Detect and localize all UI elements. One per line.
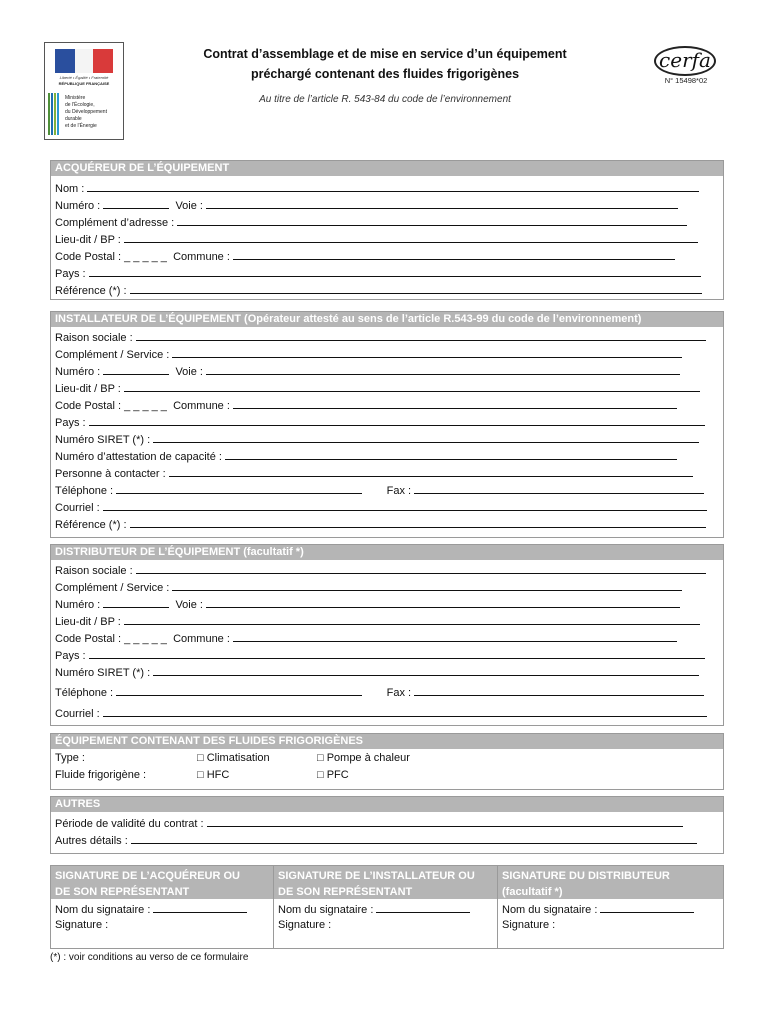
acq-pays-field[interactable]: Pays : — [55, 266, 701, 280]
republic-name: RÉPUBLIQUE FRANÇAISE — [58, 81, 110, 86]
inst-courriel-field[interactable]: Courriel : — [55, 500, 707, 514]
ministry-color-bars — [48, 93, 60, 135]
acq-complement-field[interactable]: Complément d’adresse : — [55, 215, 687, 229]
inst-numero-voie-field[interactable]: Numéro : Voie : — [55, 364, 680, 378]
section-acquereur — [50, 160, 724, 300]
acq-cp-commune-field[interactable]: Code Postal : _ _ _ _ _ Commune : — [55, 249, 675, 263]
ministry-logo — [44, 42, 124, 140]
signature-distributeur — [498, 865, 724, 949]
autres-periode-field[interactable]: Période de validité du contrat : — [55, 816, 683, 830]
checkbox-hfc[interactable]: □ HFC — [197, 769, 230, 781]
inst-raison-field[interactable]: Raison sociale : — [55, 330, 706, 344]
inst-cp-commune-field[interactable]: Code Postal : _ _ _ _ _ Commune : — [55, 398, 677, 412]
dist-siret-field[interactable]: Numéro SIRET (*) : — [55, 665, 699, 679]
sig-acq-nom-field[interactable]: Nom du signataire : — [55, 902, 247, 916]
dist-cp-commune-field[interactable]: Code Postal : _ _ _ _ _ Commune : — [55, 631, 677, 645]
signature-heading: SIGNATURE DE L’ACQUÉREUR OU DE SON REPRÉSENTANT — [51, 866, 273, 899]
autres-details-field[interactable]: Autres détails : — [55, 833, 697, 847]
section-heading: ÉQUIPEMENT CONTENANT DES FLUIDES FRIGORIGÈNES — [51, 734, 723, 749]
sig-dist-signature-field[interactable]: Signature : — [502, 919, 556, 931]
french-flag-emblem — [55, 49, 113, 73]
section-heading: DISTRIBUTEUR DE L’ÉQUIPEMENT (facultatif *) — [51, 545, 723, 560]
cerfa-number: N° 15498*02 — [664, 76, 708, 85]
inst-contact-field[interactable]: Personne à contacter : — [55, 466, 693, 480]
section-equipement — [50, 733, 724, 790]
dist-telephone-fax-field[interactable]: Téléphone : Fax : — [55, 685, 704, 699]
form-title: Contrat d’assemblage et de mise en service d’un équipement préchargé contenant des fluides frigorigènes — [203, 47, 567, 81]
dist-courriel-field[interactable]: Courriel : — [55, 706, 707, 720]
signature-heading: SIGNATURE DU DISTRIBUTEUR (facultatif *) — [498, 866, 723, 899]
acq-lieudit-field[interactable]: Lieu-dit / BP : — [55, 232, 698, 246]
dist-pays-field[interactable]: Pays : — [55, 648, 705, 662]
checkbox-pfc[interactable]: □ PFC — [317, 769, 349, 781]
section-autres — [50, 796, 724, 854]
checkbox-pompe-chaleur[interactable]: □ Pompe à chaleur — [317, 752, 410, 764]
signature-heading: SIGNATURE DE L’INSTALLATEUR OU DE SON REPRÉSENTANT — [274, 866, 497, 899]
section-heading: AUTRES — [51, 797, 723, 812]
republic-motto: Liberté • Égalité • Fraternité — [59, 75, 109, 80]
form-subtitle: Au titre de l’article R. 543-84 du code de l’environnement — [259, 94, 511, 105]
section-heading: INSTALLATEUR DE L’ÉQUIPEMENT (Opérateur attesté au sens de l’article R.543-99 du code de l’environnement) — [51, 312, 723, 327]
equip-type-label: Type : — [55, 752, 85, 764]
acq-numero-voie-field[interactable]: Numéro : Voie : — [55, 198, 678, 212]
dist-raison-field[interactable]: Raison sociale : — [55, 563, 706, 577]
footnote: (*) : voir conditions au verso de ce formulaire — [50, 952, 249, 963]
acq-reference-field[interactable]: Référence (*) : — [55, 283, 702, 297]
signature-acquereur — [50, 865, 274, 949]
checkbox-climatisation[interactable]: □ Climatisation — [197, 752, 270, 764]
inst-lieudit-field[interactable]: Lieu-dit / BP : — [55, 381, 700, 395]
acq-nom-field[interactable]: Nom : — [55, 181, 699, 195]
inst-complement-field[interactable]: Complément / Service : — [55, 347, 682, 361]
dist-numero-voie-field[interactable]: Numéro : Voie : — [55, 597, 680, 611]
sig-dist-nom-field[interactable]: Nom du signataire : — [502, 902, 694, 916]
section-distributeur — [50, 544, 724, 726]
inst-siret-field[interactable]: Numéro SIRET (*) : — [55, 432, 699, 446]
inst-attestation-field[interactable]: Numéro d’attestation de capacité : — [55, 449, 677, 463]
section-installateur — [50, 311, 724, 538]
section-heading: ACQUÉREUR DE L’ÉQUIPEMENT — [51, 161, 723, 176]
inst-pays-field[interactable]: Pays : — [55, 415, 705, 429]
inst-reference-field[interactable]: Référence (*) : — [55, 517, 706, 531]
sig-acq-signature-field[interactable]: Signature : — [55, 919, 109, 931]
dist-lieudit-field[interactable]: Lieu-dit / BP : — [55, 614, 700, 628]
sig-inst-signature-field[interactable]: Signature : — [278, 919, 332, 931]
dist-complement-field[interactable]: Complément / Service : — [55, 580, 682, 594]
ministry-name: Ministère de l'Écologie, du Développement durable et de l'Énergie — [65, 95, 107, 129]
cerfa-logo: cerfa — [654, 46, 716, 76]
sig-inst-nom-field[interactable]: Nom du signataire : — [278, 902, 470, 916]
inst-telephone-fax-field[interactable]: Téléphone : Fax : — [55, 483, 704, 497]
section-signatures — [50, 865, 722, 949]
signature-installateur — [274, 865, 498, 949]
equip-fluide-label: Fluide frigorigène : — [55, 769, 147, 781]
